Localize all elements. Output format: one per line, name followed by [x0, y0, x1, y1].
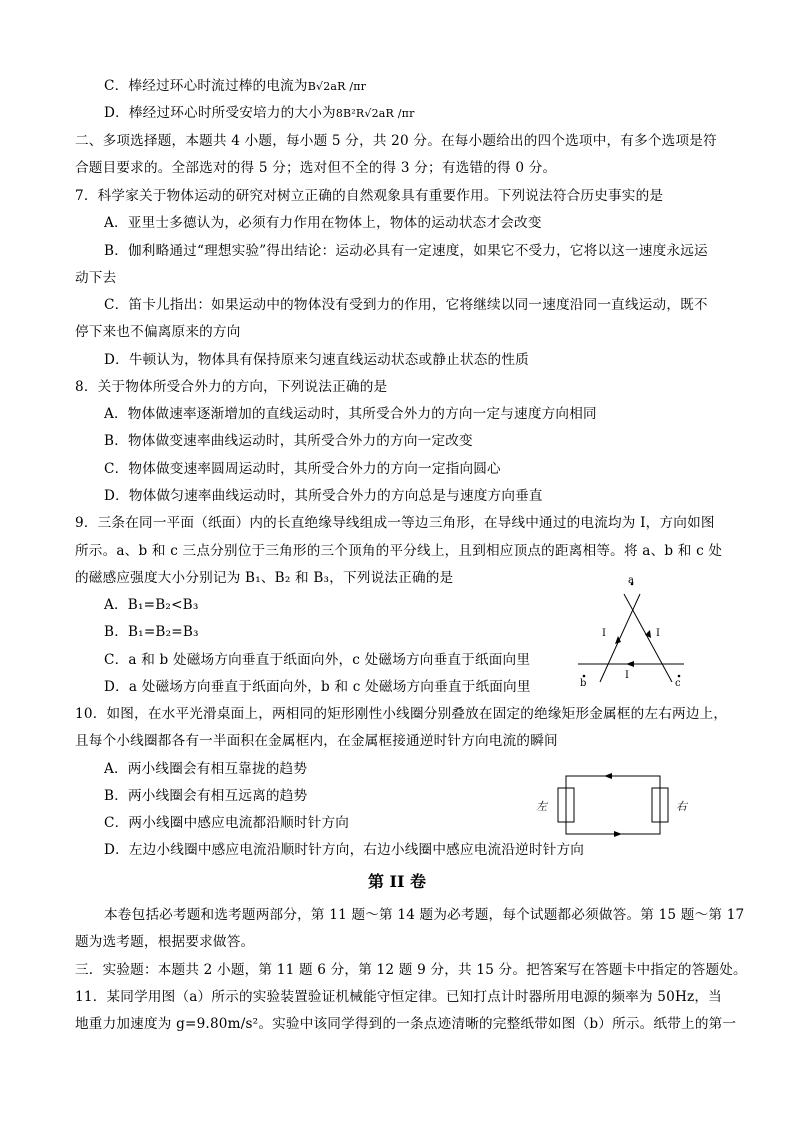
q9-option-b: B．B₁=B₂=B₃	[104, 624, 199, 640]
q10-label-right: 右	[676, 800, 687, 813]
q6-option-d-text: D．棒经过环心时所受安培力的大小为	[104, 105, 336, 121]
part2-intro-line1: 本卷包括必考题和选考题两部分，第 11 题～第 14 题为必考题，每个试题都必须做答。第 15 题～第 17	[104, 907, 745, 923]
q9-stem-line1: 9．三条在同一平面（纸面）内的长直绝缘导线组成一等边三角形，在导线中通过的电流均为 I，方向如图	[75, 515, 715, 531]
q6-option-d-formula: 8B²R√2aR /πr	[335, 107, 415, 120]
q9-point-b	[583, 675, 586, 678]
q9-label-a: a	[628, 575, 634, 586]
q10-frame-figure	[530, 768, 698, 840]
section2-line1: 二、多项选择题，本题共 4 小题，每小题 5 分，共 20 分。在每小题给出的四个选项中，有多个选项是符	[75, 133, 717, 149]
q7-option-a: A．亚里士多德认为，必须有力作用在物体上，物体的运动状态才会改变	[104, 215, 542, 231]
q10-label-left: 左	[536, 800, 547, 813]
q6-option-d	[104, 103, 415, 124]
q9-option-c: C．a 和 b 处磁场方向垂直于纸面向外，c 处磁场方向垂直于纸面向里	[104, 652, 531, 668]
q9-option-a: A．B₁=B₂<B₃	[104, 597, 199, 613]
section3-line1: 三．实验题：本题共 2 小题，第 11 题 6 分，第 12 题 9 分，共 15 分。把答案写在答题卡中指定的答题处。	[75, 962, 747, 978]
q6-option-c-text: C．棒经过环心时流过棒的电流为	[104, 78, 308, 94]
q9-point-c	[678, 675, 681, 678]
q7-stem: 7．科学家关于物体运动的研究对树立正确的自然观象具有重要作用。下列说法符合历史事实的是	[75, 188, 664, 204]
section2-line2: 合题目要求的。全部选对的得 5 分；选对但不全的得 3 分；有选错的得 0 分。	[75, 160, 557, 176]
q9-stem-line2: 所示。a、b 和 c 三点分别位于三角形的三个顶角的平分线上，且到相应顶点的距离相等。将 a、b 和 c 处	[75, 543, 723, 559]
q8-option-d: D．物体做匀速率曲线运动时，其所受合外力的方向总是与速度方向垂直	[104, 488, 543, 504]
q6-option-c	[104, 76, 366, 97]
q10-option-d: D．左边小线圈中感应电流沿顺时针方向，右边小线圈中感应电流沿逆时针方向	[104, 842, 585, 858]
q7-option-b-line1: B．伽利略通过“理想实验”得出结论：运动必具有一定速度，如果它不受力，它将以这一速度永远运	[104, 243, 708, 259]
q9-label-i-left: I	[602, 628, 606, 639]
q8-option-c: C．物体做变速率圆周运动时，其所受合外力的方向一定指向圆心	[104, 461, 501, 477]
q11-line2: 地重力加速度为 g=9.80m/s²。实验中该同学得到的一条点迹清晰的完整纸带如图（b）所示。纸带上的第一	[75, 1016, 737, 1032]
q10-stem-line1: 10．如图，在水平光滑桌面上，两相同的矩形刚性小线圈分别叠放在固定的绝缘矩形金属框的左右两边上，	[75, 706, 728, 722]
q10-option-b: B．两小线圈会有相互远离的趋势	[104, 788, 308, 804]
q9-triangle-figure	[572, 574, 692, 690]
q8-stem: 8．关于物体所受合外力的方向，下列说法正确的是	[75, 379, 388, 395]
q9-option-d: D．a 处磁场方向垂直于纸面向外，b 和 c 处磁场方向垂直于纸面向里	[104, 679, 531, 695]
q11-line1: 11．某同学用图（a）所示的实验装置验证机械能守恒定律。已知打点计时器所用电源的频率为 50Hz，当	[75, 989, 722, 1005]
q7-option-c-line1: C．笛卡儿指出：如果运动中的物体没有受到力的作用，它将继续以同一速度沿同一直线运动，既不	[104, 297, 708, 313]
q7-option-b-line2: 动下去	[75, 270, 117, 286]
q9-wire-right	[624, 594, 672, 682]
q6-option-c-formula: B√2aR /πr	[307, 80, 367, 93]
part2-intro-line2: 题为选考题，根据要求做答。	[75, 934, 255, 950]
q8-option-a: A．物体做速率逐渐增加的直线运动时，其所受合外力的方向一定与速度方向相同	[104, 406, 597, 422]
q10-stem-line2: 且每个小线圈都各有一半面积在金属框内，在金属框接通逆时针方向电流的瞬间	[75, 733, 558, 749]
q10-current-arrow-bottom	[614, 831, 622, 837]
q7-option-c-line2: 停下来也不偏离原来的方向	[75, 324, 241, 340]
q8-option-b: B．物体做变速率曲线运动时，其所受合外力的方向一定改变	[104, 433, 473, 449]
q9-wire-left	[600, 594, 640, 682]
q9-label-i-right: I	[656, 628, 660, 639]
q9-stem-line3: 的磁感应强度大小分别记为 B₁、B₂ 和 B₃，下列说法正确的是	[75, 570, 454, 586]
q10-current-arrow-top	[604, 773, 612, 779]
q9-label-i-bottom: I	[625, 670, 629, 681]
q9-label-c: c	[675, 678, 681, 689]
q9-current-arrow-bottom	[626, 661, 634, 667]
q10-metal-frame	[566, 776, 660, 834]
q10-option-c: C．两小线圈中感应电流都沿顺时针方向	[104, 815, 350, 831]
q7-option-d: D．牛顿认为，物体具有保持原来匀速直线运动状态或静止状态的性质	[104, 352, 529, 368]
q9-label-b: b	[580, 678, 587, 689]
q10-option-a: A．两小线圈会有相互靠拢的趋势	[104, 761, 308, 777]
part2-title: 第 II 卷	[367, 872, 427, 891]
